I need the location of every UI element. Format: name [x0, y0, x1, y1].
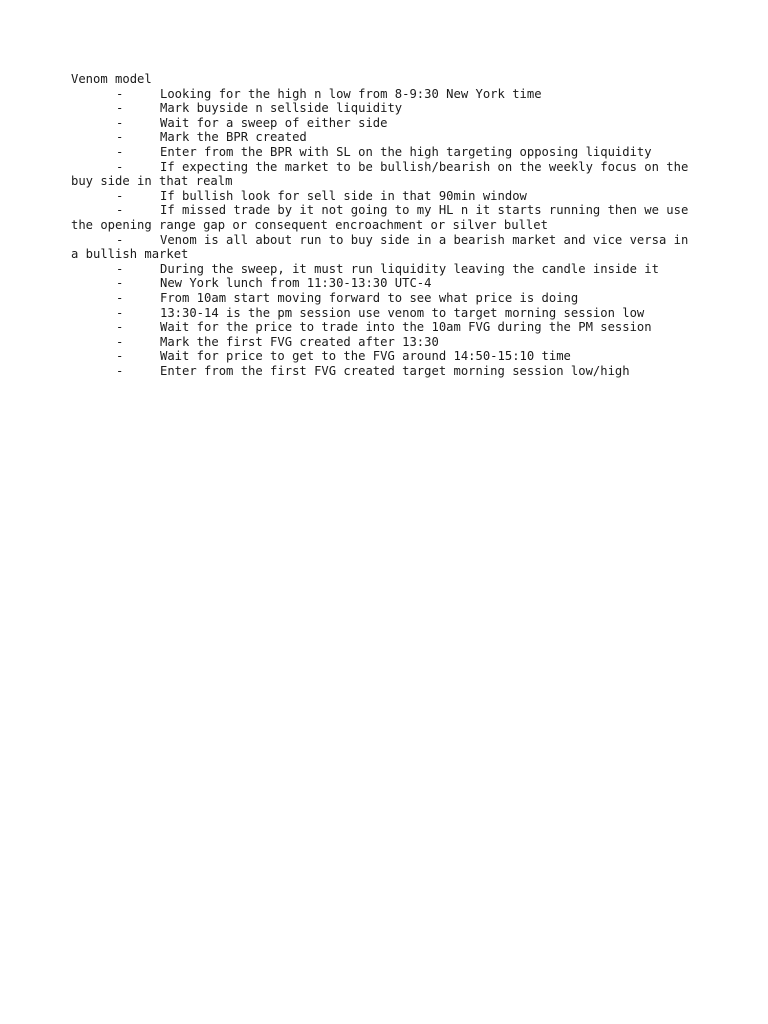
- dash-bullet-icon: -: [116, 363, 124, 378]
- dash-bullet-icon: -: [116, 101, 124, 116]
- dash-bullet-icon: -: [116, 130, 124, 145]
- dash-bullet-icon: -: [116, 334, 124, 349]
- list-item-text: If bullish look for sell side in that 90min window: [160, 188, 527, 203]
- dash-bullet-icon: -: [116, 232, 124, 247]
- list-item: [71, 291, 696, 306]
- list-item: [71, 349, 696, 364]
- list-item-text: If missed trade by it not going to my HL n it starts running then we use the opening range gap or consequent encroachment or silver bullet: [71, 203, 689, 232]
- dash-bullet-icon: -: [116, 276, 124, 291]
- list-item: [71, 116, 696, 131]
- dash-bullet-icon: -: [116, 349, 124, 364]
- list-item-text: If expecting the market to be bullish/bearish on the weekly focus on the buy side in that realm: [71, 159, 689, 189]
- list-item-text: During the sweep, it must run liquidity leaving the candle inside it: [160, 261, 659, 276]
- dash-bullet-icon: -: [116, 290, 124, 305]
- list-item-text: Mark the BPR created: [160, 130, 307, 145]
- list-item: [71, 276, 696, 291]
- list-item: [71, 320, 696, 335]
- dash-bullet-icon: -: [116, 188, 124, 203]
- list-item: [71, 189, 696, 204]
- dash-bullet-icon: -: [116, 144, 124, 159]
- list-item: [71, 145, 696, 160]
- document-title: Venom model: [71, 72, 152, 86]
- bullet-list: [71, 87, 696, 379]
- list-item-text: Enter from the BPR with SL on the high targeting opposing liquidity: [160, 144, 652, 159]
- dash-bullet-icon: -: [116, 159, 124, 174]
- dash-bullet-icon: -: [116, 115, 124, 130]
- list-item: [71, 160, 696, 189]
- list-item: [71, 335, 696, 350]
- list-item: [71, 262, 696, 277]
- list-item-text: Wait for price to get to the FVG around 14:50-15:10 time: [160, 349, 571, 364]
- list-item: [71, 101, 696, 116]
- dash-bullet-icon: -: [116, 305, 124, 320]
- dash-bullet-icon: -: [116, 320, 124, 335]
- dash-bullet-icon: -: [116, 203, 124, 218]
- list-item-text: Mark buyside n sellside liquidity: [160, 101, 403, 116]
- document-page: [71, 72, 696, 378]
- list-item-text: Enter from the first FVG created target morning session low/high: [160, 363, 630, 378]
- list-item-text: New York lunch from 11:30-13:30 UTC-4: [160, 276, 432, 291]
- list-item: [71, 203, 696, 232]
- list-item: [71, 364, 696, 379]
- list-item-text: From 10am start moving forward to see what price is doing: [160, 290, 579, 305]
- list-item-text: Looking for the high n low from 8-9:30 New York time: [160, 86, 542, 101]
- list-item: [71, 233, 696, 262]
- dash-bullet-icon: -: [116, 86, 124, 101]
- list-item-text: 13:30-14 is the pm session use venom to target morning session low: [160, 305, 645, 320]
- dash-bullet-icon: -: [116, 261, 124, 276]
- list-item-text: Mark the first FVG created after 13:30: [160, 334, 439, 349]
- list-item: [71, 87, 696, 102]
- list-item-text: Wait for the price to trade into the 10am FVG during the PM session: [160, 320, 652, 335]
- list-item-text: Venom is all about run to buy side in a bearish market and vice versa in a bullish market: [71, 232, 689, 262]
- list-item: [71, 306, 696, 321]
- list-item-text: Wait for a sweep of either side: [160, 115, 388, 130]
- list-item: [71, 130, 696, 145]
